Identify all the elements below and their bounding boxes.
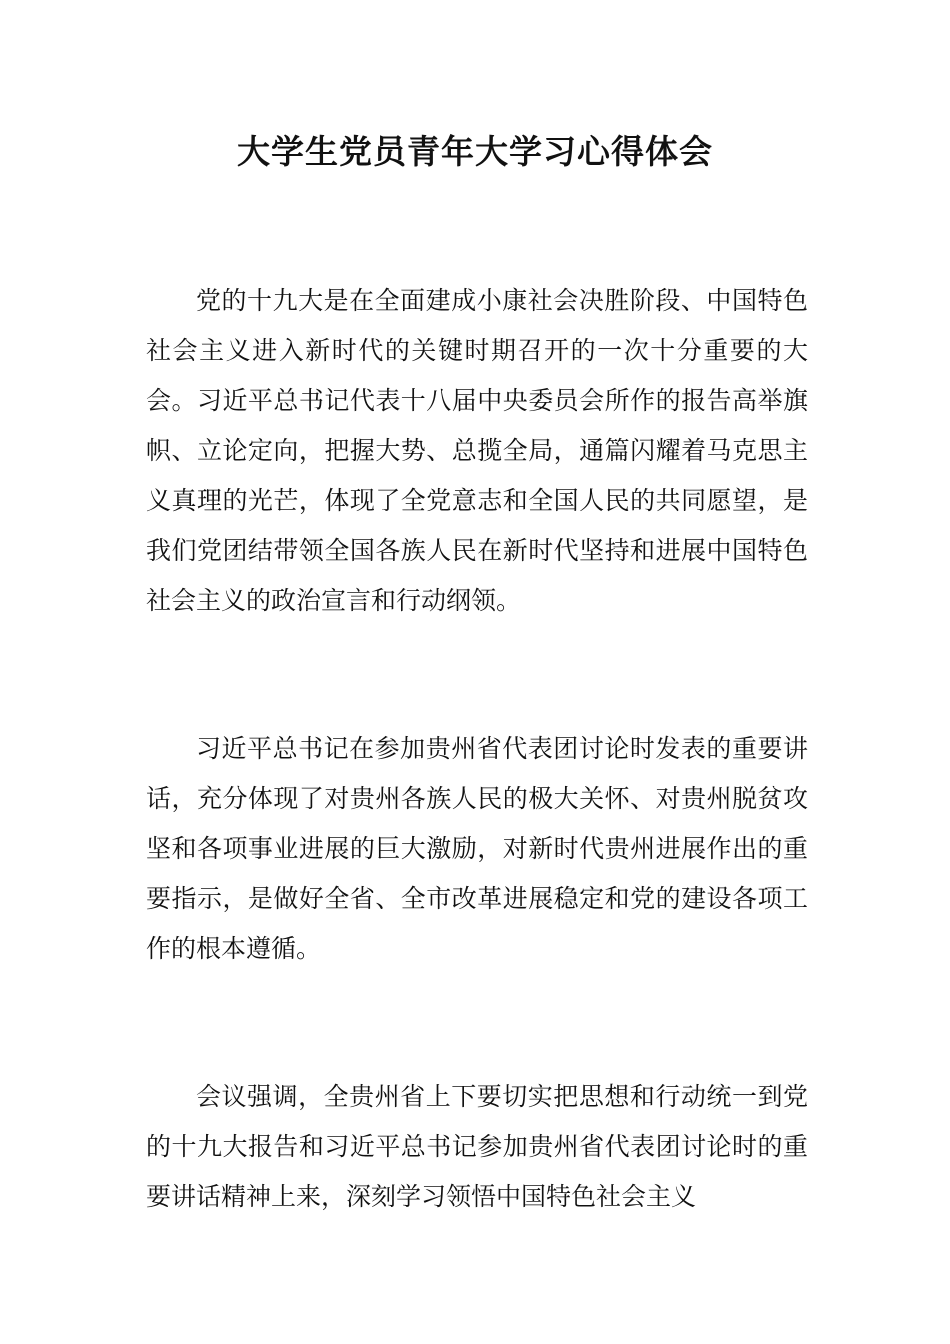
body-paragraph-1: 党的十九大是在全面建成小康社会决胜阶段、中国特色社会主义进入新时代的关键时期召开的一次十分重要的大会。习近平总书记代表十八届中央委员会所作的报告高举旗帜、立论定向，把握大势、总揽全局，通篇闪耀着马克思主义真理的光芒，体现了全党意志和全国人民的共同愿望，是我们党团结带领全国各族人民在新时代坚持和进展中国特色社会主义的政治宣言和行动纲领。 [146,286,808,615]
body-paragraph-3: 会议强调，全贵州省上下要切实把思想和行动统一到党的十九大报告和习近平总书记参加贵州省代表团讨论时的重要讲话精神上来，深刻学习领悟中国特色社会主义 [146,1082,808,1211]
document-title: 大学生党员青年大学习心得体会 [237,132,713,171]
body-paragraph-2: 习近平总书记在参加贵州省代表团讨论时发表的重要讲话，充分体现了对贵州各族人民的极大关怀、对贵州脱贫攻坚和各项事业进展的巨大激励，对新时代贵州进展作出的重要指示，是做好全省、全市改革进展稳定和党的建设各项工作的根本遵循。 [146,734,808,963]
